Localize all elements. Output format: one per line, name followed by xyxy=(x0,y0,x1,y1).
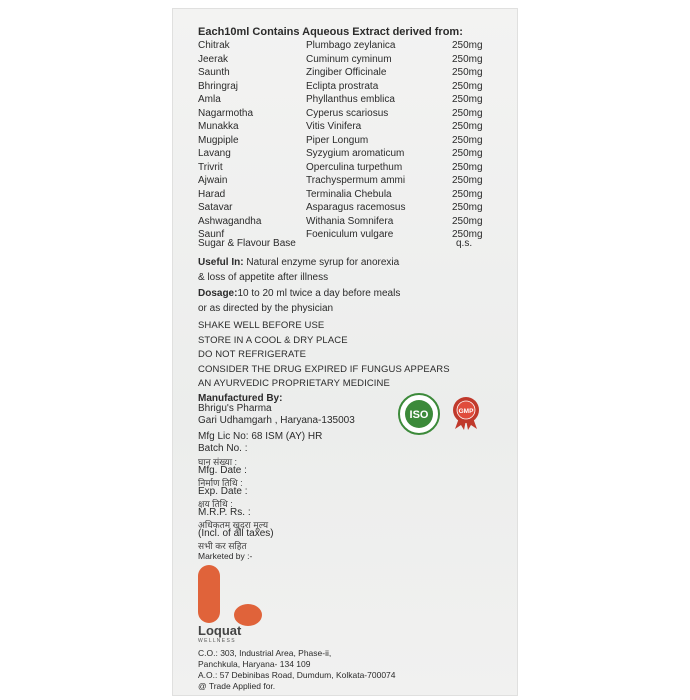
ingredient-latin-name: Foeniculum vulgare xyxy=(306,229,394,240)
brand-subtitle: W E L L N E S S xyxy=(198,638,235,644)
batch-label: Batch No. : xyxy=(198,443,248,454)
useful-in-label: Useful In: xyxy=(198,257,244,268)
ingredient-row xyxy=(198,148,498,161)
ingredient-row xyxy=(198,121,498,134)
ingredient-name: Trivrit xyxy=(198,161,223,173)
ingredient-row xyxy=(198,175,498,188)
ingredient-name: Satavar xyxy=(198,202,233,213)
ingredient-row xyxy=(198,202,498,215)
mrp-hindi: अधिकतम खुदरा मूल्य xyxy=(198,520,269,530)
mrp-label: M.R.P. Rs. : xyxy=(198,507,251,518)
base-qty: q.s. xyxy=(456,238,473,249)
taxes-hindi: सभी कर सहित xyxy=(198,541,247,551)
mfg-date-label: Mfg. Date : xyxy=(198,465,247,476)
co-address: C.O.: 303, Industrial Area, Phase-ii, xyxy=(198,648,332,658)
ingredient-latin-name: Terminalia Chebula xyxy=(306,188,392,200)
ingredient-quantity: 250mg xyxy=(452,134,483,146)
manufacturer-name: Bhrigu's Pharma xyxy=(198,403,272,414)
ingredient-row xyxy=(198,54,498,67)
ingredient-latin-name: Eclipta prostrata xyxy=(306,80,379,92)
ingredient-name: Saunf xyxy=(198,229,225,240)
ingredient-quantity: 250mg xyxy=(452,121,483,132)
dosage-line xyxy=(198,288,400,299)
gmp-seal-icon xyxy=(449,396,483,430)
ingredient-quantity: 250mg xyxy=(452,175,483,186)
ingredient-name: Mugpiple xyxy=(198,134,239,146)
ingredient-row xyxy=(198,189,498,202)
warning-line: AN AYURVEDIC PROPRIETARY MEDICINE xyxy=(198,378,390,389)
ingredient-quantity: 250mg xyxy=(452,40,483,51)
ingredient-name: Jeerak xyxy=(198,53,229,65)
dosage-text-2: or as directed by the physician xyxy=(198,303,334,314)
ingredient-row xyxy=(198,81,498,94)
ingredient-quantity: 250mg xyxy=(452,188,483,200)
ingredient-latin-name: Phyllanthus emblica xyxy=(306,94,395,105)
ingredient-row xyxy=(198,135,498,148)
mfg-license: Mfg Lic No: 68 ISM (AY) HR xyxy=(198,431,323,442)
composition-header: Each10ml Contains Aqueous Extract derived from: xyxy=(198,26,463,38)
ingredient-quantity: 250mg xyxy=(452,67,483,78)
ingredient-latin-name: Syzygium aromaticum xyxy=(306,148,405,159)
gmp-seal-text: GMP xyxy=(458,408,474,415)
ingredient-row xyxy=(198,67,498,80)
useful-in-text-2: & loss of appetite after illness xyxy=(198,272,329,283)
ingredient-quantity: 250mg xyxy=(452,215,483,227)
ingredient-latin-name: Zingiber Officinale xyxy=(306,67,387,78)
base-name: Sugar & Flavour Base xyxy=(198,238,296,249)
exp-date-hindi: क्षय तिथि : xyxy=(198,499,233,509)
warning-line: DO NOT REFRIGERATE xyxy=(198,349,307,360)
ingredient-quantity: 250mg xyxy=(452,202,483,213)
ingredient-name: Nagarmotha xyxy=(198,107,254,119)
ingredient-quantity: 250mg xyxy=(452,53,483,65)
batch-hindi: घान संख्या : xyxy=(198,457,238,467)
ingredient-latin-name: Asparagus racemosus xyxy=(306,202,406,213)
brand-name: Loquat xyxy=(198,623,242,638)
ingredient-quantity: 250mg xyxy=(452,94,483,105)
dosage-label: Dosage: xyxy=(198,288,238,299)
ingredient-quantity: 250mg xyxy=(452,161,483,173)
brand-logo-bar xyxy=(198,565,220,623)
ingredient-name: Ajwain xyxy=(198,175,228,186)
ingredient-row xyxy=(198,40,498,53)
dosage-text: 10 to 20 ml twice a day before meals xyxy=(237,288,401,299)
ingredient-row xyxy=(198,162,498,175)
ingredient-row xyxy=(198,94,498,107)
ingredient-latin-name: Cuminum cyminum xyxy=(306,53,392,65)
ingredient-latin-name: Trachyspermum ammi xyxy=(306,175,406,186)
ingredient-name: Ashwagandha xyxy=(198,215,262,227)
iso-seal-icon xyxy=(398,393,440,435)
base-row xyxy=(198,238,498,251)
co-address-2: Panchkula, Haryana- 134 109 xyxy=(198,659,311,669)
ao-address: A.O.: 57 Debinibas Road, Dumdum, Kolkata-700074 xyxy=(198,670,396,680)
ingredient-latin-name: Cyperus scariosus xyxy=(306,107,389,119)
ingredient-name: Bhringraj xyxy=(198,80,239,92)
ingredient-quantity: 250mg xyxy=(452,229,483,240)
ingredient-name: Lavang xyxy=(198,148,231,159)
ingredient-quantity: 250mg xyxy=(452,148,483,159)
marketed-by-label: Marketed by :- xyxy=(198,551,253,561)
ingredient-quantity: 250mg xyxy=(452,107,483,119)
manufacturer-label: Manufactured By: xyxy=(198,393,283,404)
warning-line: SHAKE WELL BEFORE USE xyxy=(198,320,325,331)
warning-line: CONSIDER THE DRUG EXPIRED IF FUNGUS APPEARS xyxy=(198,363,450,375)
ingredient-name: Amla xyxy=(198,94,221,105)
ingredient-name: Munakka xyxy=(198,121,239,132)
ingredient-latin-name: Plumbago zeylanica xyxy=(306,40,396,51)
ingredient-name: Chitrak xyxy=(198,40,230,51)
iso-seal-text: ISO xyxy=(409,409,429,421)
exp-date-label: Exp. Date : xyxy=(198,486,248,497)
mfg-date-hindi: निर्माण तिथि : xyxy=(198,478,243,488)
taxes-label: (Incl. of all taxes) xyxy=(198,528,274,539)
useful-in-text: Natural enzyme syrup for anorexia xyxy=(246,257,400,268)
ingredient-latin-name: Piper Longum xyxy=(306,134,369,146)
ingredient-quantity: 250mg xyxy=(452,80,483,92)
trade-note: @ Trade Applied for. xyxy=(198,681,276,691)
ingredient-latin-name: Withania Somnifera xyxy=(306,215,394,227)
ingredient-name: Saunth xyxy=(198,67,230,78)
ingredient-row xyxy=(198,108,498,121)
ingredient-name: Harad xyxy=(198,188,226,200)
ingredient-latin-name: Vitis Vinifera xyxy=(306,121,362,132)
ingredient-row xyxy=(198,216,498,229)
ingredient-latin-name: Operculina turpethum xyxy=(306,161,403,173)
warning-line: STORE IN A COOL & DRY PLACE xyxy=(198,334,348,346)
useful-in-line xyxy=(198,257,399,268)
manufacturer-address: Gari Udhamgarh , Haryana-135003 xyxy=(198,415,355,426)
